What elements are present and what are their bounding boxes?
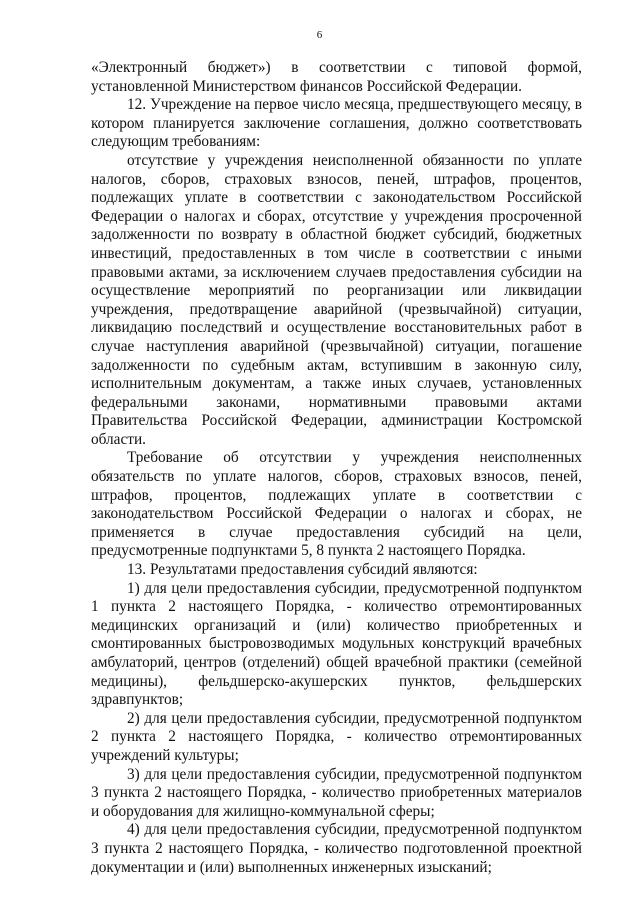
paragraph-item-13: 13. Результатами предоставления субсидий являются: xyxy=(127,561,478,579)
paragraph-result-4: 4) для цели предоставления субсидии, предусмотренной подпунктом 3 пункта 2 настоящего Порядка, - количество подготовленной проектной документации и (или) выполненных инженерных изысканий; xyxy=(91,821,582,876)
paragraph-requirement-no-debt: отсутствие у учреждения неисполненной обязанности по уплате налогов, сборов, страховых взносов, пеней, штрафов, процентов, подлежащих уплате в соответствии с законодательством Российской Федерации о налогах и сборах, отсутствие у учреждения просроченной задолженности по возврату в областной бюджет субсидий, бюджетных инвестиций, предоставленных в том числе в соответствии с иными правовыми актами, за исключением случаев предоставления субсидии на осуществление мероприятий по реорганизации или ликвидации учреждения, предотвращение аварийной (чрезвычайной) ситуации, ликвидацию последствий и осуществление восстановительных работ в случае наступления аварийной (чрезвычайной) ситуации, погашение задолженности по судебным актам, вступившим в законную силу, исполнительным документам, а также иных случаев, установленных федеральными законами, нормативными правовыми актами Правительства Российской Федерации, администрации Костромской области. xyxy=(91,151,582,448)
page-number: 6 xyxy=(316,29,323,41)
paragraph-continuation: «Электронный бюджет») в соответствии с типовой формой, установленной Министерством финансов Российской Федерации. xyxy=(91,59,582,95)
paragraph-result-3: 3) для цели предоставления субсидии, предусмотренной подпунктом 3 пункта 2 настоящего Порядка, - количество приобретенных материалов и оборудования для жилищно-коммунальной сферы; xyxy=(91,765,582,820)
paragraph-item-12: 12. Учреждение на первое число месяца, предшествующего месяцу, в котором планируется заключение соглашения, должно соответствовать следующим требованиям: xyxy=(91,96,582,151)
paragraph-result-1: 1) для цели предоставления субсидии, предусмотренной подпунктом 1 пункта 2 настоящего Порядка, - количество отремонтированных медицинских организаций и (или) количество приобретенных и смонтированных быстровозводимых модульных конструкций врачебных амбулаторий, центров (отделений) общей врачебной практики (семейной медицины), фельдшерско-акушерских пунктов, фельдшерских здравпунктов; xyxy=(91,579,582,709)
document-body xyxy=(91,59,582,877)
paragraph-result-2: 2) для цели предоставления субсидии, предусмотренной подпунктом 2 пункта 2 настоящего Порядка, - количество отремонтированных учреждений культуры; xyxy=(91,709,582,764)
paragraph-requirement-exception: Требование об отсутствии у учреждения неисполненных обязательств по уплате налогов, сборов, страховых взносов, пеней, штрафов, процентов, подлежащих уплате в соответствии с законодательством Российской Федерации о налогах и сборах, не применяется в случае предоставления субсидий на цели, предусмотренные подпунктами 5, 8 пункта 2 настоящего Порядка. xyxy=(91,449,582,560)
